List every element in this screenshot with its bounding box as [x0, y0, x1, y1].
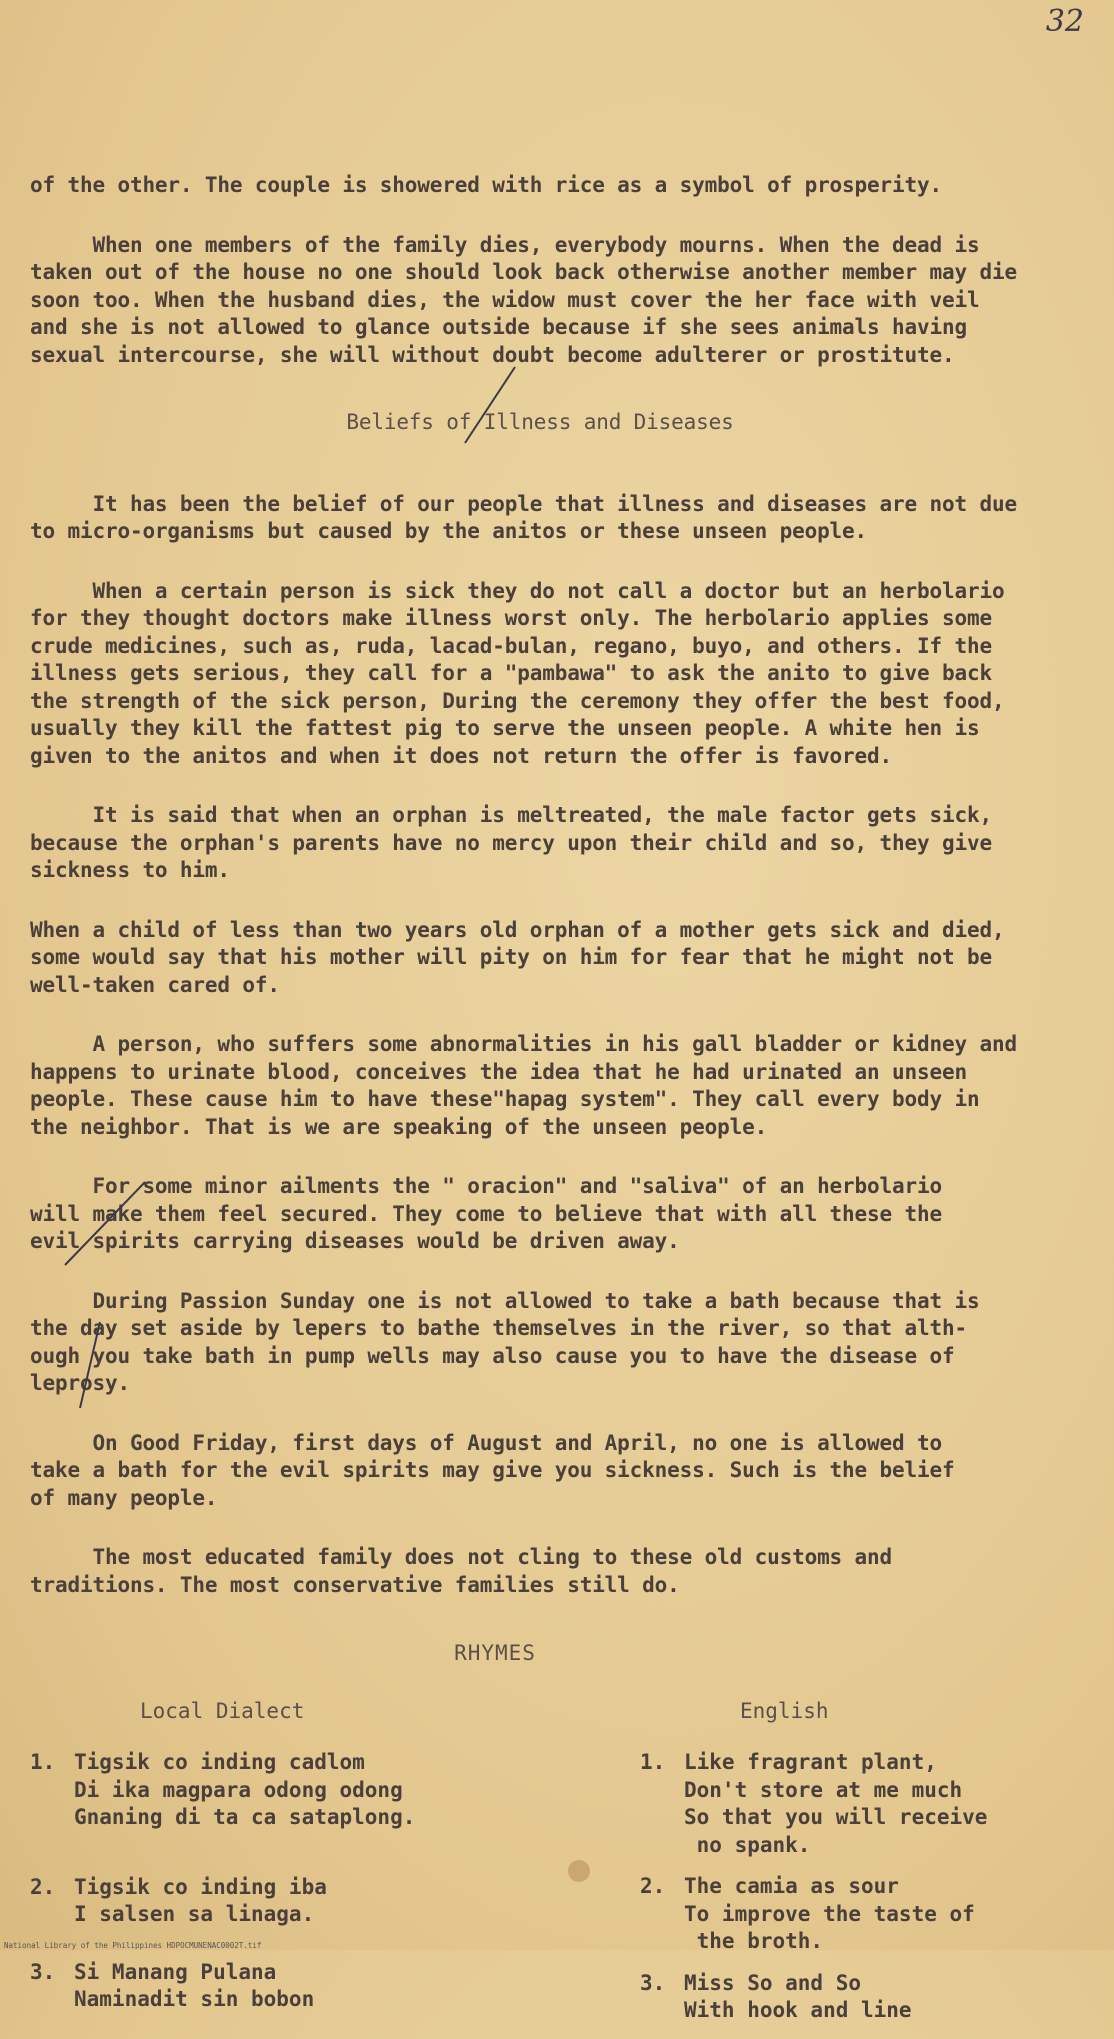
rhyme-number: 1. — [30, 1750, 56, 1774]
text-line: some would say that his mother will pity on him for fear that he might not be — [30, 945, 992, 969]
rhyme-line: Like fragrant plant, — [684, 1750, 937, 1774]
text-line: take a bath for the evil spirits may give you sickness. Such is the belief — [30, 1458, 955, 1482]
rhyme-line: Tigsik co inding cadlom — [74, 1750, 365, 1774]
text-line: When one members of the family dies, everybody mourns. When the dead is — [30, 232, 980, 257]
local-dialect-column — [30, 1698, 640, 2039]
rhyme-line: I salsen sa linaga. — [74, 1902, 315, 1926]
text-line: When a child of less than two years old orphan of a mother gets sick and died, — [30, 917, 1005, 942]
text-line: given to the anitos and when it does not return the offer is favored. — [30, 743, 893, 768]
text-line: For some minor ailments the " oracion" and "saliva" of an herbolario — [30, 1174, 942, 1198]
rhyme-number: 3. — [30, 1959, 56, 1984]
rhymes-columns — [30, 1698, 1080, 2039]
rhyme-line: With hook and line — [684, 1998, 912, 2022]
paragraph — [30, 802, 1050, 885]
rhyme-number: 2. — [640, 1874, 666, 1898]
text-line: people. These cause him to have these"hapag system". They call every body in — [30, 1087, 980, 1111]
rhyme-line: Don't store at me much — [684, 1777, 963, 1802]
rhyme-number: 3. — [640, 1970, 666, 1995]
text-line: It is said that when an orphan is meltreated, the male factor gets sick, — [30, 803, 992, 827]
english-header: English — [740, 1698, 829, 1723]
paragraph — [30, 1173, 1050, 1256]
paragraph-intro-1 — [30, 172, 1050, 200]
text-line: When a certain person is sick they do not call a doctor but an herbolario — [30, 578, 1005, 603]
text-line: traditions. The most conservative families still do. — [30, 1572, 680, 1597]
paragraph — [30, 578, 1050, 771]
text-line: to micro-organisms but caused by the anitos or these unseen people. — [30, 519, 868, 543]
text-line: leprosy. — [30, 1371, 130, 1395]
text-line: the neighbor. That is we are speaking of the unseen people. — [30, 1114, 768, 1139]
rhyme-line: no spank. — [684, 1832, 811, 1857]
rhymes-title: RHYMES — [454, 1641, 536, 1665]
text-line: illness gets serious, they call for a "pambawa" to ask the anito to give back — [30, 661, 992, 685]
section-heading: Beliefs of Illness and Diseases — [346, 410, 734, 434]
paragraph — [30, 1430, 1050, 1513]
text-line: It has been the belief of our people that illness and diseases are not due — [30, 491, 1017, 516]
text-line: and she is not allowed to glance outside because if she sees animals having — [30, 315, 967, 339]
paragraph — [30, 491, 1050, 546]
rhyme-line: Naminadit sin bobon — [74, 1987, 315, 2011]
text-line: During Passion Sunday one is not allowed to take a bath because that is — [30, 1288, 980, 1313]
local-dialect-header: Local Dialect — [140, 1698, 305, 1723]
text-line: sickness to him. — [30, 858, 230, 882]
text-line: of many people. — [30, 1485, 218, 1510]
rhyme-line: Gnaning di ta ca sataplong. — [74, 1805, 416, 1829]
rhyme-line: Si Manang Pulana — [74, 1959, 277, 1984]
text-line: usually they kill the fattest pig to serve the unseen people. A white hen is — [30, 716, 980, 740]
rhyme-line: To improve the taste of — [684, 1901, 975, 1926]
rhyme-line: The camia as sour — [684, 1874, 899, 1898]
paragraph — [30, 1288, 1050, 1398]
paragraph — [30, 1031, 1050, 1141]
rhyme-line: Di ika magpara odong odong — [74, 1777, 403, 1802]
text-line: soon too. When the husband dies, the widow must cover the her face with veil — [30, 287, 980, 312]
text-line: because the orphan's parents have no mercy upon their child and so, they give — [30, 830, 992, 855]
text-line: will make them feel secured. They come to believe that with all these the — [30, 1201, 942, 1226]
rhyme-number: 1. — [640, 1750, 666, 1774]
text-line: of the other. The couple is showered with rice as a symbol of prosperity. — [30, 173, 942, 197]
rhyme-line: the broth. — [684, 1929, 824, 1953]
ink-stain — [568, 1860, 590, 1882]
text-line: for they thought doctors make illness worst only. The herbolario applies some — [30, 606, 992, 630]
text-line: A person, who suffers some abnormalities in his gall bladder or kidney and — [30, 1032, 1017, 1056]
rhyme-item — [30, 1749, 640, 1832]
rhyme-line: So that you will receive — [684, 1805, 988, 1829]
text-line: happens to urinate blood, conceives the idea that he had urinated an unseen — [30, 1059, 967, 1084]
archive-footer: National Library of the Philippines HDPOCMUNENAC0002T.tif — [4, 1941, 262, 1950]
document-body — [30, 172, 1050, 1631]
rhyme-line: Miss So and So — [684, 1970, 862, 1995]
text-line: ough you take bath in pump wells may also cause you to have the disease of — [30, 1343, 955, 1368]
rhyme-line: Tigsik co inding iba — [74, 1874, 327, 1899]
text-line: The most educated family does not cling to these old customs and — [30, 1545, 893, 1569]
text-line: On Good Friday, first days of August and April, no one is allowed to — [30, 1430, 942, 1455]
text-line: the day set aside by lepers to bathe themselves in the river, so that alth- — [30, 1316, 967, 1340]
text-line: evil spirits carrying diseases would be driven away. — [30, 1229, 680, 1253]
paragraph-intro-2 — [30, 232, 1050, 370]
rhyme-item — [640, 1970, 1080, 2025]
paragraph — [30, 1544, 1050, 1599]
rhyme-item — [30, 1874, 640, 1929]
rhyme-item — [30, 1959, 640, 2014]
english-column — [640, 1698, 1080, 2039]
text-line: sexual intercourse, she will without doubt become adulterer or prostitute. — [30, 342, 955, 367]
text-line: taken out of the house no one should look back otherwise another member may die — [30, 260, 1017, 284]
paragraph — [30, 917, 1050, 1000]
text-line: the strength of the sick person, During the ceremony they offer the best food, — [30, 688, 1005, 713]
rhyme-item — [640, 1749, 1080, 1859]
text-line: crude medicines, such as, ruda, lacad-bulan, regano, buyo, and others. If the — [30, 633, 992, 658]
rhymes-section — [30, 1640, 1080, 2039]
rhyme-number: 2. — [30, 1874, 56, 1899]
page-number: 32 — [1045, 4, 1084, 39]
text-line: well-taken cared of. — [30, 972, 280, 997]
